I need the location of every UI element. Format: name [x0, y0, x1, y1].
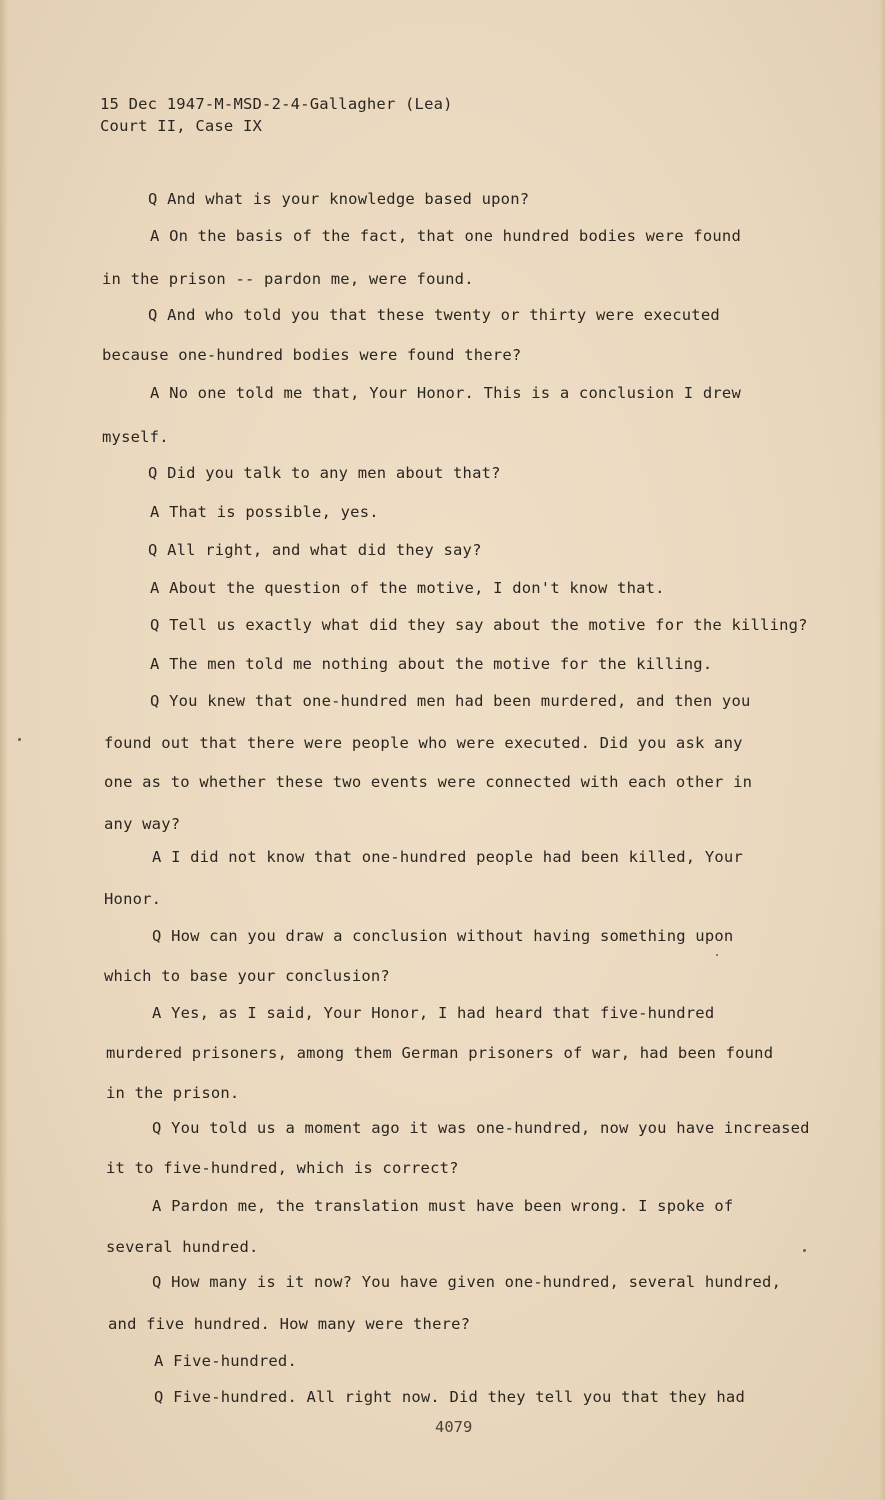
transcript-line: Q Five-hundred. All right now. Did they tell you that they had [154, 1388, 745, 1406]
transcript-line: A That is possible, yes. [150, 503, 379, 521]
transcript-line: found out that there were people who were executed. Did you ask any [104, 734, 743, 752]
transcript-line: in the prison. [106, 1084, 240, 1102]
transcript-line: Q All right, and what did they say? [148, 541, 482, 559]
transcript-line: it to five-hundred, which is correct? [106, 1159, 459, 1177]
transcript-line: Q You knew that one-hundred men had been murdered, and then you [150, 692, 751, 710]
transcript-line: A Pardon me, the translation must have been wrong. I spoke of [152, 1197, 734, 1215]
transcript-line: several hundred. [106, 1238, 259, 1256]
transcript-line: Q How can you draw a conclusion without having something upon [152, 927, 734, 945]
transcript-line: which to base your conclusion? [104, 967, 390, 985]
header-date-reference: 15 Dec 1947-M-MSD-2-4-Gallagher (Lea) [100, 95, 453, 113]
transcript-line: A About the question of the motive, I don't know that. [150, 579, 665, 597]
paper-speck [18, 738, 21, 741]
transcript-line: Honor. [104, 890, 162, 908]
transcript-line: murdered prisoners, among them German prisoners of war, had been found [106, 1044, 774, 1062]
transcript-line: Q And who told you that these twenty or thirty were executed [148, 306, 720, 324]
paper-edge-left [0, 0, 8, 1500]
transcript-line: one as to whether these two events were connected with each other in [104, 773, 753, 791]
document-header [100, 93, 453, 137]
transcript-line: Q Did you talk to any men about that? [148, 464, 501, 482]
header-court-case: Court II, Case IX [100, 117, 263, 135]
transcript-line: A The men told me nothing about the motive for the killing. [150, 655, 713, 673]
transcript-line: because one-hundred bodies were found there? [102, 346, 522, 364]
transcript-line: Q How many is it now? You have given one-hundred, several hundred, [152, 1273, 782, 1291]
transcript-line: A Five-hundred. [154, 1352, 297, 1370]
transcript-line: Q And what is your knowledge based upon? [148, 190, 530, 208]
transcript-line: A No one told me that, Your Honor. This is a conclusion I drew [150, 384, 741, 402]
paper-speck [716, 954, 718, 956]
transcript-line: A On the basis of the fact, that one hundred bodies were found [150, 227, 741, 245]
paper-edge-right [879, 0, 885, 1500]
transcript-line: Q You told us a moment ago it was one-hundred, now you have increased [152, 1119, 810, 1137]
transcript-line: A I did not know that one-hundred people had been killed, Your [152, 848, 743, 866]
page-number: 4079 [435, 1418, 473, 1436]
paper-speck [803, 1249, 806, 1252]
transcript-line: in the prison -- pardon me, were found. [102, 270, 474, 288]
transcript-line: Q Tell us exactly what did they say about the motive for the killing? [150, 616, 808, 634]
transcript-line: any way? [104, 815, 181, 833]
transcript-line: A Yes, as I said, Your Honor, I had heard that five-hundred [152, 1004, 715, 1022]
transcript-line: and five hundred. How many were there? [108, 1315, 471, 1333]
transcript-line: myself. [102, 428, 169, 446]
